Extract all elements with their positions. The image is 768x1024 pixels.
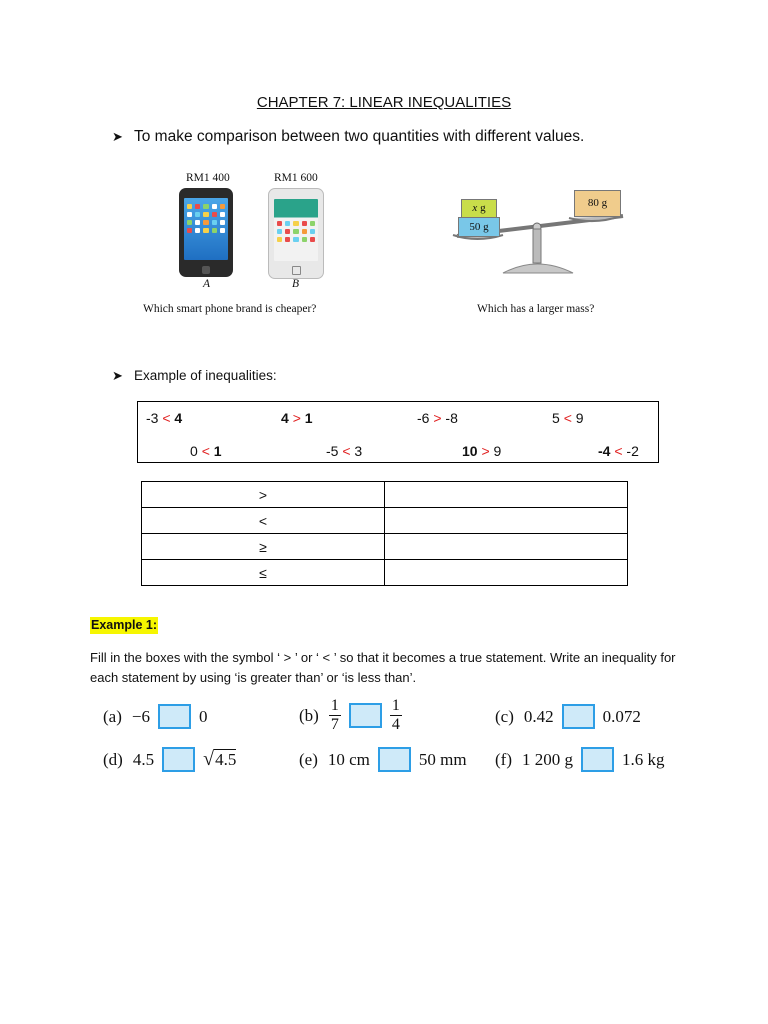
block-80-grams: 80 g <box>574 190 621 217</box>
example-1-label: Example 1: <box>91 618 158 632</box>
answer-box[interactable] <box>562 704 595 729</box>
arrow-bullet-icon: ➤ <box>112 129 123 144</box>
symbol-cell: ≤ <box>142 560 385 586</box>
ineq-right: 4 <box>174 410 183 426</box>
phone-question: Which smart phone brand is cheaper? <box>143 303 317 315</box>
table-row <box>142 560 628 586</box>
ineq-right: 1 <box>304 410 313 426</box>
ineq-symbol: < <box>201 443 210 459</box>
exercise-right-value: 0 <box>198 706 208 726</box>
exercise-d <box>103 747 236 772</box>
ineq-right: -8 <box>445 410 458 426</box>
exercise-a <box>103 704 207 729</box>
exercise-c <box>495 704 641 729</box>
bullet-comparison <box>112 128 584 146</box>
symbol-meaning-table <box>141 481 628 586</box>
inequality-item <box>552 410 584 426</box>
ineq-right: -2 <box>626 443 639 459</box>
inequality-item <box>281 410 313 426</box>
exercise-left-value: 1 200 g <box>521 749 573 769</box>
symbol-cell: ≥ <box>142 534 385 560</box>
ineq-symbol: < <box>162 410 171 426</box>
ineq-symbol: < <box>342 443 351 459</box>
fraction-numerator: 1 <box>330 697 339 714</box>
table-row <box>142 508 628 534</box>
block-x-unit: g <box>480 202 486 214</box>
exercise-right-value: 4.5 <box>215 750 237 769</box>
chapter-title: CHAPTER 7: LINEAR INEQUALITIES <box>256 94 512 111</box>
fraction-left <box>329 698 341 733</box>
exercise-left-value: 4.5 <box>132 749 155 769</box>
fraction-numerator: 1 <box>391 697 400 714</box>
exercise-label: (c) <box>495 706 514 726</box>
ineq-symbol: < <box>614 443 623 459</box>
block-50-grams: 50 g <box>458 217 500 237</box>
ineq-left: 10 <box>462 443 478 459</box>
example-1-instructions: Fill in the boxes with the symbol ‘ > ’ or ‘ < ’ so that it becomes a true statement. Write an inequality for each statement by using ‘is greater than’ or ‘is less than’. <box>90 650 676 685</box>
bullet-examples <box>112 368 277 384</box>
phone-b-label: B <box>292 278 300 290</box>
answer-box[interactable] <box>378 747 411 772</box>
exercise-label: (a) <box>103 706 122 726</box>
inequality-item <box>190 443 222 459</box>
phone-a-image <box>179 188 233 277</box>
meaning-cell[interactable] <box>385 560 628 586</box>
ineq-right: 9 <box>493 443 502 459</box>
ineq-left: 0 <box>190 443 198 459</box>
inequality-item <box>598 443 639 459</box>
answer-box[interactable] <box>158 704 191 729</box>
square-root-sign: √ <box>203 748 215 770</box>
inequality-item <box>417 410 458 426</box>
ineq-left: -4 <box>598 443 611 459</box>
answer-box[interactable] <box>581 747 614 772</box>
exercise-b <box>299 698 402 733</box>
exercise-right-value: 50 mm <box>418 749 467 769</box>
price-a: RM1 400 <box>186 172 230 184</box>
price-b: RM1 600 <box>274 172 318 184</box>
ineq-left: 4 <box>281 410 289 426</box>
ineq-left: 5 <box>552 410 560 426</box>
ineq-left: -6 <box>417 410 430 426</box>
exercise-left-value: 10 cm <box>327 749 370 769</box>
symbol-cell: > <box>142 482 385 508</box>
inequalities-examples-box <box>137 401 659 463</box>
fraction-denominator: 4 <box>391 716 400 733</box>
fraction-denominator: 7 <box>330 716 339 733</box>
exercise-right-value: 0.072 <box>602 706 641 726</box>
bullet-comparison-text: To make comparison between two quantities with different values. <box>134 128 585 145</box>
ineq-symbol: > <box>481 443 490 459</box>
answer-box[interactable] <box>162 747 195 772</box>
ineq-symbol: < <box>563 410 572 426</box>
exercise-left-value: −6 <box>131 706 150 726</box>
bullet-examples-text: Example of inequalities: <box>134 368 277 383</box>
table-row <box>142 482 628 508</box>
answer-box[interactable] <box>349 703 382 728</box>
inequality-item <box>326 443 362 459</box>
block-x-variable: x <box>472 202 478 214</box>
phone-b-image <box>268 188 324 279</box>
inequality-item <box>146 410 182 426</box>
fraction-right <box>390 698 402 733</box>
exercise-label: (d) <box>103 749 123 769</box>
ineq-right: 9 <box>575 410 584 426</box>
exercise-label: (e) <box>299 749 318 769</box>
exercise-e <box>299 747 467 772</box>
meaning-cell[interactable] <box>385 482 628 508</box>
exercise-left-value: 0.42 <box>523 706 554 726</box>
exercise-f <box>495 747 664 772</box>
ineq-right: 1 <box>213 443 222 459</box>
arrow-bullet-icon: ➤ <box>112 368 123 383</box>
exercise-right-value: 1.6 kg <box>621 749 665 769</box>
ineq-left: -5 <box>326 443 339 459</box>
exercise-label: (b) <box>299 705 319 725</box>
exercise-label: (f) <box>495 749 512 769</box>
symbol-cell: < <box>142 508 385 534</box>
block-x-grams <box>461 199 497 218</box>
ineq-left: -3 <box>146 410 159 426</box>
ineq-symbol: > <box>292 410 301 426</box>
mass-question: Which has a larger mass? <box>477 303 595 315</box>
meaning-cell[interactable] <box>385 508 628 534</box>
ineq-symbol: > <box>433 410 442 426</box>
table-row <box>142 534 628 560</box>
meaning-cell[interactable] <box>385 534 628 560</box>
inequality-item <box>462 443 501 459</box>
ineq-right: 3 <box>354 443 363 459</box>
phone-a-label: A <box>203 278 211 290</box>
